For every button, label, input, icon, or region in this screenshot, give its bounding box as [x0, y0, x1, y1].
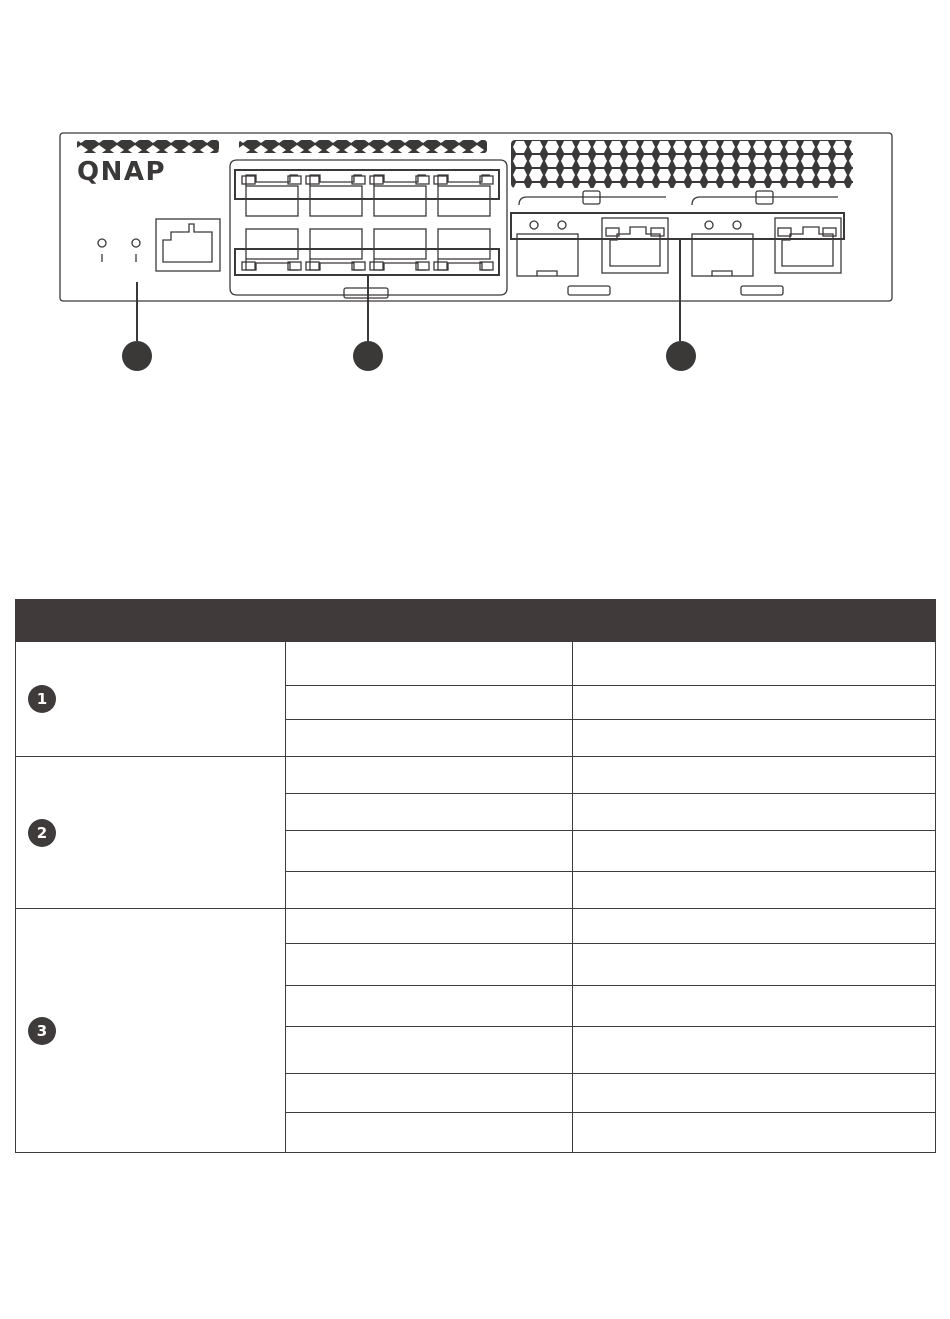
group-cell-2 — [16, 757, 286, 909]
table-cell — [573, 986, 936, 1027]
management-port — [156, 219, 220, 271]
group-badge-2: 2 — [28, 819, 56, 847]
vent-top-middle — [239, 140, 487, 153]
table-cell — [573, 642, 936, 686]
group-cell-3 — [16, 909, 286, 1153]
table-header — [16, 600, 936, 642]
table-cell — [286, 1113, 573, 1153]
table-cell — [286, 986, 573, 1027]
vent-top-right — [511, 140, 853, 188]
combo-ports — [511, 191, 844, 295]
table-cell — [573, 1113, 936, 1153]
table-cell — [286, 642, 573, 686]
table-cell — [286, 944, 573, 986]
table-cell — [286, 720, 573, 757]
table-cell — [573, 944, 936, 986]
table-row — [16, 642, 936, 686]
table-cell — [286, 1074, 573, 1113]
table-cell — [286, 1027, 573, 1074]
rj45-ports-top — [235, 170, 499, 216]
switch-front-panel-diagram — [0, 0, 950, 400]
callout-marker-3 — [666, 341, 696, 371]
table-row — [16, 909, 936, 944]
brand-logo: QNAP — [77, 157, 167, 187]
table-cell — [573, 686, 936, 720]
table-cell — [573, 794, 936, 831]
table-cell — [286, 686, 573, 720]
table-cell — [286, 831, 573, 872]
table-cell — [286, 794, 573, 831]
table-cell — [286, 757, 573, 794]
component-table — [15, 599, 936, 1153]
table-cell — [286, 909, 573, 944]
callout-marker-1 — [122, 341, 152, 371]
group-badge-3: 3 — [28, 1017, 56, 1045]
callout-marker-2 — [353, 341, 383, 371]
vent-top-left — [77, 140, 219, 153]
table-cell — [573, 909, 936, 944]
table-header-row — [16, 600, 936, 642]
table-row — [16, 757, 936, 794]
table-cell — [573, 1027, 936, 1074]
table-cell — [573, 831, 936, 872]
group-badge-1: 1 — [28, 685, 56, 713]
table-cell — [573, 1074, 936, 1113]
table-cell — [573, 720, 936, 757]
status-leds — [98, 239, 140, 262]
group-cell-1 — [16, 642, 286, 757]
table-cell — [286, 872, 573, 909]
table-cell — [573, 757, 936, 794]
rj45-ports-bottom — [235, 229, 499, 275]
table-cell — [573, 872, 936, 909]
